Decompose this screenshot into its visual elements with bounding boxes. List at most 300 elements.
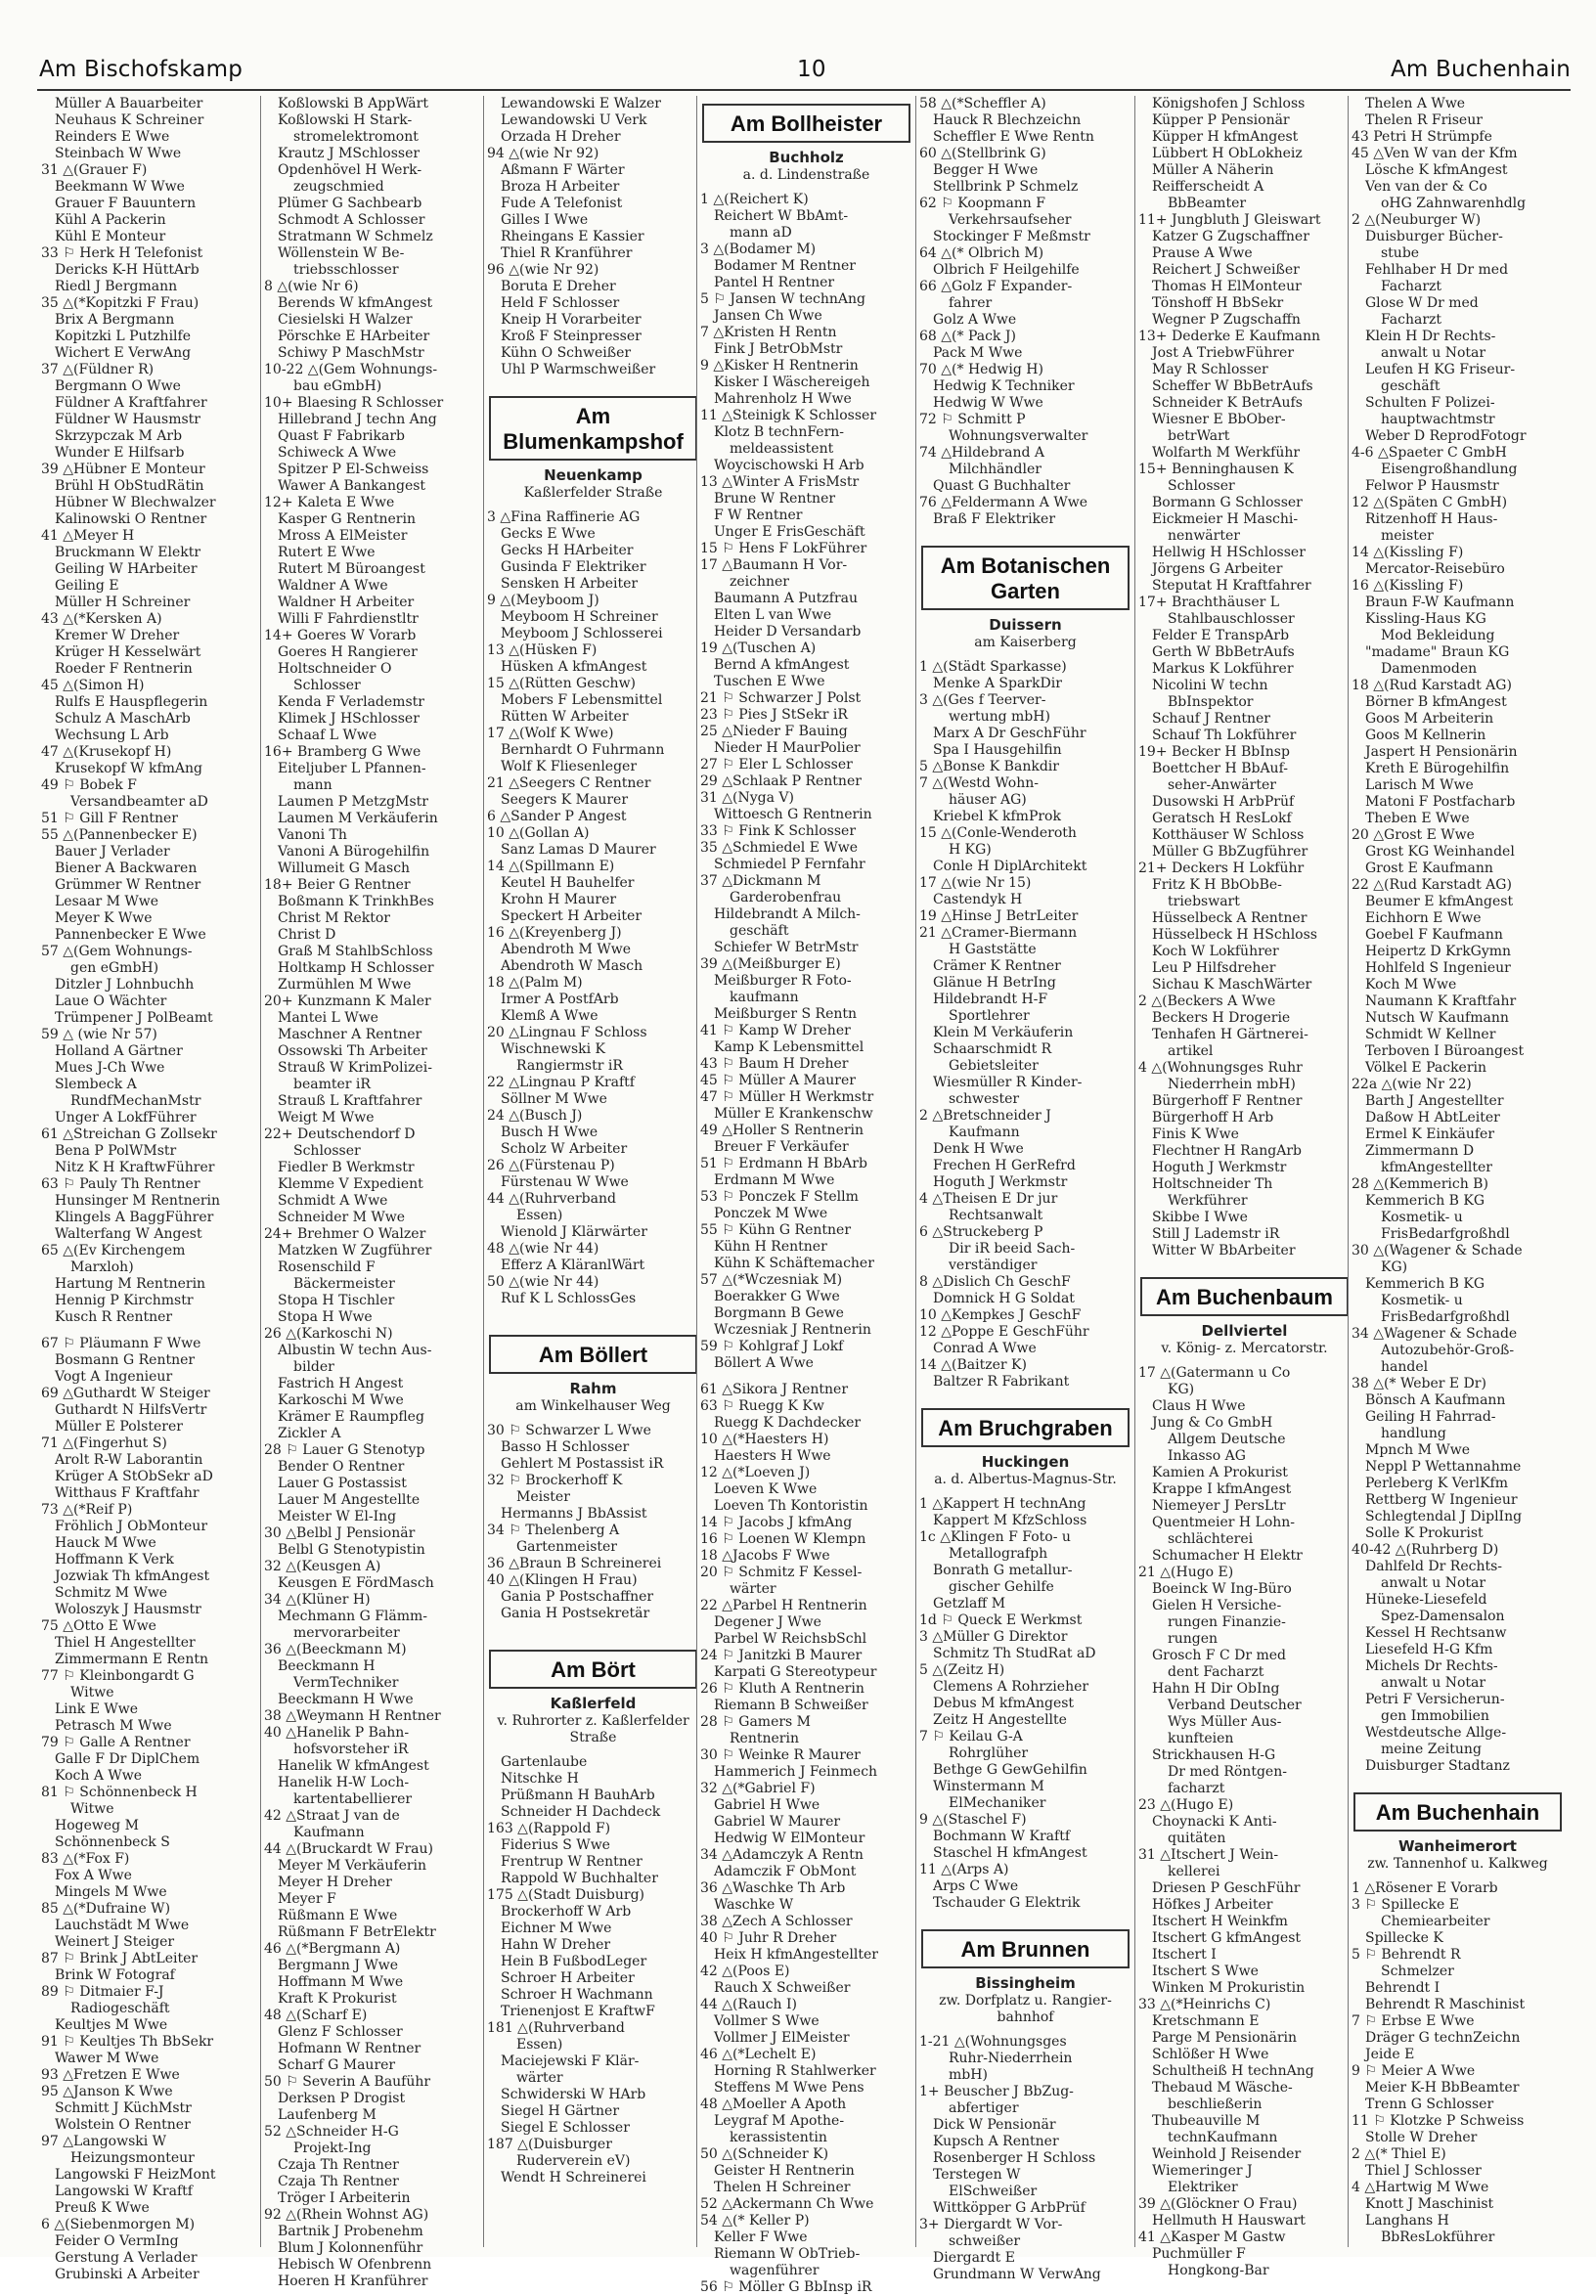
resident-entry: Heizungsmonteur xyxy=(70,2150,195,2166)
house-number-entry: 26 △(Karkoschi N) xyxy=(264,1326,393,1342)
resident-entry: Hellwig H HSchlosser xyxy=(1152,545,1306,560)
house-number-entry: 71 △(Fingerhut S) xyxy=(41,1435,167,1451)
resident-entry: Gecks E Wwe xyxy=(501,526,596,542)
resident-entry: Grundmann W VerwAng xyxy=(933,2267,1101,2282)
resident-entry: Arolt R-W Laborantin xyxy=(55,1452,203,1468)
resident-entry: Dusowski H ArbPrüf xyxy=(1152,794,1295,810)
resident-entry: Hofmann W Rentner xyxy=(278,2041,421,2056)
resident-entry: Grost E Kaufmann xyxy=(1365,861,1493,876)
resident-entry: Ermel K Einkäufer xyxy=(1365,1126,1495,1142)
resident-entry: Langowski W Kraftf xyxy=(55,2184,193,2199)
resident-entry: Basso H Schlosser xyxy=(501,1439,630,1455)
resident-entry: Hauck M Wwe xyxy=(55,1535,156,1551)
resident-entry: Bernhardt O Fuhrmann xyxy=(501,742,665,758)
house-number-entry: 30 ⚐ Schwarzer L Wwe xyxy=(487,1423,651,1438)
house-number-entry: 12 △Poppe E GeschFühr xyxy=(919,1324,1089,1340)
house-number-entry: 14 △(Baitzer K) xyxy=(919,1357,1027,1373)
house-number-entry: 93 △Fretzen E Wwe xyxy=(41,2067,180,2083)
house-number-entry: 3 △Fina Raffinerie AG xyxy=(487,509,641,525)
resident-entry: triebsschlosser xyxy=(293,262,399,278)
resident-entry: Gania H Postsekretär xyxy=(501,1606,650,1621)
resident-entry: Thelen H Schreiner xyxy=(714,2180,851,2195)
resident-entry: Belbl G Stenotypistin xyxy=(278,1542,425,1558)
house-number-entry: 19+ Becker H BbInsp xyxy=(1138,744,1290,760)
resident-entry: Vollmer J ElMeister xyxy=(714,2030,850,2046)
resident-entry: Hebisch W Ofenbrenn xyxy=(278,2257,432,2273)
resident-entry: Kamp K Lebensmittel xyxy=(714,1039,864,1055)
resident-entry: BbResLokführer xyxy=(1381,2230,1495,2245)
resident-entry: Schauf Th Lokführer xyxy=(1152,728,1297,743)
house-number-entry: 22a △(wie Nr 22) xyxy=(1352,1077,1472,1092)
resident-entry: Goeres H Rangierer xyxy=(278,644,418,660)
resident-entry: Lauchstädt M Wwe xyxy=(55,1918,190,1933)
district-subheading: Bissingheim xyxy=(975,1974,1076,1992)
house-number-entry: 57 △(Gem Wohnungs- xyxy=(41,944,193,959)
resident-entry: Ruhr-Niederrhein xyxy=(949,2051,1073,2066)
resident-entry: Lauer G Postassist xyxy=(278,1476,407,1491)
district-subheading: zw. Dorfplatz u. Rangier-bahnhof xyxy=(939,1993,1112,2025)
column-4 xyxy=(700,96,912,2295)
house-number-entry: 44 △(Bruckardt W Frau) xyxy=(264,1841,433,1857)
resident-entry: Tuschen E Wwe xyxy=(714,674,825,689)
resident-entry: Meister xyxy=(516,1489,570,1505)
resident-entry: Ciesielski H Walzer xyxy=(278,312,413,328)
house-number-entry: 43 Petri H Strümpfe xyxy=(1352,129,1492,145)
resident-entry: schweißer xyxy=(949,2233,1021,2249)
resident-entry: Tschauder G Elektrik xyxy=(933,1895,1081,1911)
resident-entry: Schwiderski W HArb xyxy=(501,2087,646,2102)
house-number-entry: 50 ⚐ Severin A Bauführ xyxy=(264,2074,431,2090)
resident-entry: Klingels A BaggFührer xyxy=(55,1210,214,1225)
resident-entry: Kisker I Wäschereigeh xyxy=(714,375,870,390)
house-number-entry: 22 △Parbel H Rentnerin xyxy=(700,1598,867,1613)
resident-entry: Rütten W Arbeiter xyxy=(501,709,629,725)
house-number-entry: 30 ⚐ Weinke R Maurer xyxy=(700,1747,861,1763)
resident-entry: Lewandowski U Verk xyxy=(501,112,647,128)
resident-entry: Wiemeringer J xyxy=(1152,2163,1253,2179)
house-number-entry: 16+ Bramberg G Wwe xyxy=(264,744,421,760)
resident-entry: Keller F Wwe xyxy=(714,2230,808,2245)
resident-entry: Gielen H Versiche- xyxy=(1152,1598,1282,1613)
resident-entry: Klimek J HSchlosser xyxy=(278,711,420,727)
resident-entry: Füldner A Kraftfahrer xyxy=(55,395,207,411)
resident-entry: Adamczik F ObMont xyxy=(714,1864,857,1879)
house-number-entry: 52 △Schneider H-G xyxy=(264,2124,399,2140)
house-number-entry: 58 △(*Scheffler A) xyxy=(919,96,1046,111)
resident-entry: Meyer H Dreher xyxy=(278,1875,392,1890)
resident-entry: Pannenbecker E Wwe xyxy=(55,927,206,943)
resident-entry: Schauf J Rentner xyxy=(1152,711,1270,727)
resident-entry: H KG) xyxy=(949,842,992,858)
house-number-entry: 20+ Kunzmann K Maler xyxy=(264,993,431,1009)
resident-entry: Wechsung L Arb xyxy=(55,728,169,743)
resident-entry: Lesaar M Wwe xyxy=(55,894,159,909)
house-number-entry: 14 ⚐ Jacobs J kfmAng xyxy=(700,1515,853,1530)
column-divider xyxy=(696,96,697,2247)
house-number-entry: 85 △(*Dufraine W) xyxy=(41,1901,171,1917)
resident-entry: Naumann K Kraftfahr xyxy=(1365,993,1517,1009)
resident-entry: Loeven Th Kontoristin xyxy=(714,1498,868,1514)
resident-entry: Müller G BbZugführer xyxy=(1152,844,1308,860)
house-number-entry: 5 △(Zeitz H) xyxy=(919,1662,1005,1678)
resident-entry: Parbel W ReichsbSchl xyxy=(714,1631,867,1647)
house-number-entry: 61 △Streichan G Zollsekr xyxy=(41,1126,217,1142)
resident-entry: Hüneke-Liesefeld xyxy=(1365,1592,1487,1608)
spacer xyxy=(700,1372,912,1382)
resident-entry: Facharzt xyxy=(1381,279,1442,294)
resident-entry: Goos M Kellnerin xyxy=(1365,728,1486,743)
resident-entry: Zimmermann D xyxy=(1365,1143,1475,1159)
resident-entry: Held F Schlosser xyxy=(501,295,620,311)
resident-entry: Schmiedel P Fernfahr xyxy=(714,857,865,872)
resident-entry: Mobers F Lebensmittel xyxy=(501,692,663,708)
resident-entry: Wohnungsverwalter xyxy=(949,428,1088,444)
resident-entry: Daßow H AbtLeiter xyxy=(1365,1110,1500,1126)
resident-entry: Lauer M Angestellte xyxy=(278,1492,421,1508)
resident-entry: Uhl P Warmschweißer xyxy=(501,362,656,377)
resident-entry: Schmodt A Schlosser xyxy=(278,212,425,228)
resident-entry: abfertiger xyxy=(949,2100,1019,2116)
resident-entry: Reichert J Schweißer xyxy=(1152,262,1300,278)
resident-entry: Strickhausen H-G xyxy=(1152,1747,1276,1763)
resident-entry: Stopa H Tischler xyxy=(278,1293,395,1308)
house-number-entry: 11+ Jungbluth J Gleiswart xyxy=(1138,212,1321,228)
house-number-entry: 24+ Brehmer O Walzer xyxy=(264,1226,426,1242)
resident-entry: Hanelik W kfmAngest xyxy=(278,1758,429,1774)
resident-entry: Meyer F xyxy=(278,1891,336,1907)
resident-entry: Denk H Wwe xyxy=(933,1141,1024,1157)
resident-entry: Meier K-H BbBeamter xyxy=(1365,2080,1520,2096)
resident-entry: Gabriel W Maurer xyxy=(714,1814,841,1830)
house-number-entry: 1-21 △(Wohnungsges xyxy=(919,2034,1067,2050)
resident-entry: Fiderius S Wwe xyxy=(501,1837,610,1853)
house-number-entry: 37 △(Füldner R) xyxy=(41,362,155,377)
resident-entry: Ruegg K Dachdecker xyxy=(714,1415,862,1431)
resident-entry: Dräger G technZeichn xyxy=(1365,2030,1521,2046)
resident-entry: Wiesmüller R Kinder- xyxy=(933,1075,1083,1090)
resident-entry: Preuß K Wwe xyxy=(55,2200,150,2216)
resident-entry: Ruderverein eV) xyxy=(516,2153,631,2169)
resident-entry: mbH) xyxy=(949,2067,988,2083)
resident-entry: Mross A ElMeister xyxy=(278,528,408,544)
resident-entry: Klein H Dr Rechts- xyxy=(1365,329,1496,344)
resident-entry: Siegel H Gärtner xyxy=(501,2103,620,2119)
house-number-entry: 39 △Hübner E Monteur xyxy=(41,462,205,477)
resident-entry: Jozwiak Th kfmAngest xyxy=(55,1568,210,1584)
house-number-entry: 59 △ (wie Nr 57) xyxy=(41,1027,157,1042)
resident-entry: Witter W BbArbeiter xyxy=(1152,1243,1296,1258)
resident-entry: dent Facharzt xyxy=(1168,1664,1264,1680)
resident-entry: Steputat H Kraftfahrer xyxy=(1152,578,1311,594)
resident-entry: Wittköpper G ArbPrüf xyxy=(933,2200,1086,2216)
resident-entry: Hoeren H Kranführer xyxy=(278,2274,428,2289)
resident-entry: Rosenschild F xyxy=(278,1259,376,1275)
resident-entry: Lübbert H ObLokheiz xyxy=(1152,146,1303,161)
resident-entry: Königshofen J Schloss xyxy=(1152,96,1306,111)
resident-entry: Strauß L Kraftfahrer xyxy=(278,1093,422,1109)
resident-entry: Mpnch M Wwe xyxy=(1365,1442,1471,1458)
house-number-entry: 79 ⚐ Galle A Rentner xyxy=(41,1735,191,1750)
resident-entry: Grubinski A Arbeiter xyxy=(55,2267,200,2282)
house-number-entry: 32 △(*Gabriel F) xyxy=(700,1781,816,1796)
house-number-entry: 7 △(Westd Wohn- xyxy=(919,775,1039,791)
resident-entry: Jaspert H Pensionärin xyxy=(1365,744,1518,760)
resident-entry: Degener J Wwe xyxy=(714,1614,821,1630)
resident-entry: stromelektromont xyxy=(293,129,419,145)
resident-entry: Borgmann B Gewe xyxy=(714,1305,844,1321)
resident-entry: Brune W Rentner xyxy=(714,491,836,507)
resident-entry: Reifferscheidt A xyxy=(1152,179,1264,195)
house-number-entry: 45 ⚐ Müller A Maurer xyxy=(700,1073,856,1088)
resident-entry: Prüßmann H BauhArb xyxy=(501,1788,655,1803)
house-number-entry: 52 △Ackermann Ch Wwe xyxy=(700,2196,874,2212)
resident-entry: KG) xyxy=(1168,1382,1195,1397)
house-number-entry: 175 △(Stadt Duisburg) xyxy=(487,1887,644,1903)
resident-entry: Dick W Pensionär xyxy=(933,2117,1056,2133)
resident-entry: Rulfs E Hauspflegerin xyxy=(55,694,208,710)
resident-entry: Kotthäuser W Schloss xyxy=(1152,827,1305,843)
resident-entry: Krautz J MSchlosser xyxy=(278,146,421,161)
resident-entry: Heider D Versandarb xyxy=(714,624,862,640)
house-number-entry: 29 △Schlaak P Rentner xyxy=(700,773,862,789)
resident-entry: anwalt u Notar xyxy=(1381,1575,1486,1591)
street-heading: Am Brunnen xyxy=(921,1929,1130,1968)
resident-entry: Berends W kfmAngest xyxy=(278,295,433,311)
resident-entry: Heipertz D KrkGymn xyxy=(1365,944,1512,959)
resident-entry: Blum J Kolonnenführ xyxy=(278,2240,423,2256)
resident-entry: Westdeutsche Allge- xyxy=(1365,1725,1507,1741)
resident-entry: meister xyxy=(1381,528,1434,544)
resident-entry: Prause A Wwe xyxy=(1152,245,1253,261)
house-number-entry: 40 △(Klingen H Frau) xyxy=(487,1572,638,1588)
house-number-entry: 11 △Steinigk K Schlosser xyxy=(700,408,877,423)
resident-entry: Abendroth W Masch xyxy=(501,958,643,974)
resident-entry: Langhans H xyxy=(1365,2213,1449,2229)
resident-entry: May R Schlosser xyxy=(1152,362,1268,377)
resident-entry: Waldner A Wwe xyxy=(278,578,388,594)
house-number-entry: 5 ⚐ Behrendt R xyxy=(1352,1947,1461,1963)
resident-entry: Stahlbauschlosser xyxy=(1168,611,1295,627)
resident-entry: Schlosser xyxy=(293,1143,361,1159)
resident-entry: Krohn H Maurer xyxy=(501,892,617,907)
resident-entry: Garderobenfrau xyxy=(730,890,842,905)
resident-entry: Hedwig W ElMonteur xyxy=(714,1831,865,1846)
resident-entry: Leufen H KG Friseur- xyxy=(1365,362,1516,377)
resident-entry: Hellmuth H Hauswart xyxy=(1152,2213,1306,2229)
resident-entry: Rüßmann E Wwe xyxy=(278,1908,398,1923)
resident-entry: Riemann B Schweißer xyxy=(714,1698,868,1713)
resident-entry: bilder xyxy=(293,1359,334,1375)
resident-entry: Boßmann K TrinkhBes xyxy=(278,894,434,909)
resident-entry: Haesters H Wwe xyxy=(714,1448,831,1464)
resident-entry: Michels Dr Rechts- xyxy=(1365,1658,1498,1674)
resident-entry: Krüger A StObSekr aD xyxy=(55,1469,213,1484)
resident-entry: Kemmerich B KG xyxy=(1365,1276,1485,1292)
resident-entry: Nitschke H xyxy=(501,1771,579,1787)
house-number-entry: 59 ⚐ Kohlgraf J Lokf xyxy=(700,1339,844,1354)
house-number-entry: 51 ⚐ Erdmann H BbArb xyxy=(700,1156,867,1171)
resident-entry: Golz A Wwe xyxy=(933,312,1017,328)
resident-entry: geschäft xyxy=(730,923,789,939)
resident-entry: facharzt xyxy=(1168,1781,1225,1796)
house-number-entry: 23 ⚐ Pies J StSekr iR xyxy=(700,707,848,723)
resident-entry: Fink J BetrObMstr xyxy=(714,341,843,357)
resident-entry: Quentmeier H Lohn- xyxy=(1152,1515,1296,1530)
house-number-entry: 2 △(Neuburger W) xyxy=(1352,212,1482,228)
house-number-entry: 20 △Lingnau F Schloss xyxy=(487,1025,647,1040)
house-number-entry: 50 △(Schneider K) xyxy=(700,2146,829,2162)
resident-entry: Fritz K H BbObBe- xyxy=(1152,877,1282,893)
house-number-entry: 15 △(Conle-Wenderoth xyxy=(919,825,1077,841)
resident-entry: Fastrich H Angest xyxy=(278,1376,404,1391)
resident-entry: Kühn O Schweißer xyxy=(501,345,632,361)
resident-entry: Mantei L Wwe xyxy=(278,1010,378,1026)
house-number-entry: 53 ⚐ Ponczek F Stellm xyxy=(700,1189,859,1205)
resident-entry: Winken M Prokuristin xyxy=(1152,1980,1306,1996)
resident-entry: gen Immobilien xyxy=(1381,1708,1489,1724)
resident-entry: Kühl E Monteur xyxy=(55,229,166,244)
resident-entry: Stockinger F Meßmstr xyxy=(933,229,1090,244)
resident-entry: Glenz F Schlosser xyxy=(278,2024,403,2040)
spacer xyxy=(919,528,1131,538)
resident-entry: Bena P PolWMstr xyxy=(55,1143,177,1159)
resident-entry: Maciejewski F Klär- xyxy=(501,2053,640,2069)
house-number-entry: 31 △(Grauer F) xyxy=(41,162,148,178)
resident-entry: Slembeck A xyxy=(55,1077,137,1092)
resident-entry: Meyer K Wwe xyxy=(55,910,153,926)
house-number-entry: 39 △(Glöckner O Frau) xyxy=(1138,2196,1298,2212)
resident-entry: Willumeit G Masch xyxy=(278,861,411,876)
district-subheading: v. Ruhrorter z. Kaßlerfelder Straße xyxy=(497,1713,689,1745)
resident-entry: Woycischowski H Arb xyxy=(714,458,864,473)
resident-entry: Bosmann G Rentner xyxy=(55,1352,196,1368)
house-number-entry: 14+ Goeres W Vorarb xyxy=(264,628,417,643)
resident-entry: Riedl J Bergmann xyxy=(55,279,178,294)
house-number-entry: 16 △(Kreyenberg J) xyxy=(487,925,622,941)
resident-entry: Loeven K Wwe xyxy=(714,1481,818,1497)
resident-entry: Müller H Schreiner xyxy=(55,595,191,610)
house-number-entry: 9 △(Staschel F) xyxy=(919,1812,1027,1828)
resident-entry: Boerakker G Wwe xyxy=(714,1289,840,1304)
house-number-entry: 12+ Kaleta E Wwe xyxy=(264,495,395,510)
house-number-entry: 1 △Kappert H technAng xyxy=(919,1496,1086,1512)
resident-entry: Klemß A Wwe xyxy=(501,1008,598,1024)
house-number-entry: 33 ⚐ Herk H Telefonist xyxy=(41,245,203,261)
resident-entry: Kasper G Rentnerin xyxy=(278,511,416,527)
resident-entry: Mues J-Ch Wwe xyxy=(55,1060,165,1076)
house-number-entry: 7 ⚐ Erbse E Wwe xyxy=(1352,2013,1475,2029)
resident-entry: Beekmann W Wwe xyxy=(55,179,185,195)
house-number-entry: 36 △Braun B Schreinerei xyxy=(487,1556,662,1571)
house-number-entry: 60 △(Stellbrink G) xyxy=(919,146,1046,161)
resident-entry: Thiel R Kranführer xyxy=(501,245,633,261)
house-number-entry: 1 △(Reichert K) xyxy=(700,192,809,207)
house-number-entry: 64 △(* Olbrich M) xyxy=(919,245,1044,261)
resident-entry: Sichau K MaschWärter xyxy=(1152,977,1312,993)
house-number-entry: 96 △(wie Nr 92) xyxy=(487,262,599,278)
house-number-entry: 12 △(Späten C GmbH) xyxy=(1352,495,1508,510)
house-number-entry: 89 ⚐ Ditmaier F-J xyxy=(41,1984,164,2000)
resident-entry: anwalt u Notar xyxy=(1381,1675,1486,1691)
house-number-entry: 1d ⚐ Queck E Werkmst xyxy=(919,1612,1083,1628)
resident-entry: Conrad A Wwe xyxy=(933,1341,1037,1356)
house-number-entry: 3 △(Bodamer M) xyxy=(700,242,817,257)
house-number-entry: 34 △Adamczyk A Rentn xyxy=(700,1847,864,1863)
house-number-entry: 47 ⚐ Müller H Werkmstr xyxy=(700,1089,874,1105)
house-number-entry: 41 △Kasper M Gastw xyxy=(1138,2230,1286,2245)
resident-entry: Behrendt I xyxy=(1365,1980,1441,1996)
resident-entry: Kremer W Dreher xyxy=(55,628,180,643)
resident-entry: Grost KG Weinhandel xyxy=(1365,844,1515,860)
resident-entry: Zimmermann E Rentn xyxy=(55,1652,208,1667)
resident-entry: Hahn H Dir ObIng xyxy=(1152,1681,1280,1697)
house-number-entry: 39 △(Meißburger E) xyxy=(700,956,841,972)
resident-entry: Beckers H Drogerie xyxy=(1152,1010,1291,1026)
house-number-entry: 7 ⚐ Keilau G-A xyxy=(919,1729,1023,1744)
resident-entry: Erdmann M Wwe xyxy=(714,1172,835,1188)
resident-entry: Rutert M Büroangest xyxy=(278,561,425,577)
house-number-entry: 23 △(Hugo E) xyxy=(1138,1797,1234,1813)
resident-entry: Beeckmann H Wwe xyxy=(278,1692,414,1707)
resident-entry: Kamien A Prokurist xyxy=(1152,1465,1288,1480)
resident-entry: Baumann A Putzfrau xyxy=(714,591,858,606)
house-number-entry: 57 △(*Wczesniak M) xyxy=(700,1272,843,1288)
resident-entry: Dr med Röntgen- xyxy=(1168,1764,1287,1780)
spacer xyxy=(487,1307,699,1317)
resident-entry: Tenhafen H Gärtnerei- xyxy=(1152,1027,1308,1042)
street-heading: Am Bört xyxy=(489,1650,697,1689)
resident-entry: Geratsch H ResLokf xyxy=(1152,811,1292,826)
resident-entry: Völkel E Packerin xyxy=(1365,1060,1487,1076)
resident-entry: Keutel H Bauhelfer xyxy=(501,875,635,891)
resident-entry: Hohlfeld S Ingenieur xyxy=(1365,960,1511,976)
house-number-entry: 28 △(Kemmerich B) xyxy=(1352,1176,1488,1192)
house-number-entry: 9 ⚐ Meier A Wwe xyxy=(1352,2063,1476,2079)
resident-entry: Eiteljuber L Pfannen- xyxy=(278,761,426,776)
resident-entry: Geiling H Fahrrad- xyxy=(1365,1409,1496,1425)
house-number-entry: 1 △Rösener E Vorarb xyxy=(1352,1880,1498,1896)
resident-entry: Hongkong-Bar xyxy=(1168,2263,1269,2278)
house-number-entry: 65 △(Ev Kirchengem xyxy=(41,1243,186,1258)
resident-entry: Hübner W Blechwalzer xyxy=(55,495,216,510)
resident-entry: Meyboom J Schlosserei xyxy=(501,626,663,641)
resident-entry: Krusekopf W kfmAng xyxy=(55,761,203,776)
house-number-entry: 16 △(Kissling F) xyxy=(1352,578,1464,594)
resident-entry: Jung & Co GmbH xyxy=(1152,1415,1273,1431)
house-number-entry: 37 △Dickmann M xyxy=(700,873,821,889)
resident-entry: rungen xyxy=(1168,1631,1218,1647)
resident-entry: Wawer M Wwe xyxy=(55,2051,159,2066)
resident-entry: technKaufmann xyxy=(1168,2130,1278,2145)
resident-entry: Leu P Hilfsdreher xyxy=(1152,960,1276,976)
resident-entry: Kühn K Schäftemacher xyxy=(714,1256,874,1271)
resident-entry: Rangiermstr iR xyxy=(516,1058,623,1074)
house-number-entry: 10 △(Gollan A) xyxy=(487,825,590,841)
house-number-entry: 42 △(Poos E) xyxy=(700,1964,790,1979)
resident-entry: Fox A Wwe xyxy=(55,1868,132,1883)
house-number-entry: 19 △(Tuschen A) xyxy=(700,640,817,656)
resident-entry: BbBeamter xyxy=(1168,196,1247,211)
house-number-entry: 45 △(Simon H) xyxy=(41,678,145,693)
house-number-entry: 91 ⚐ Keultjes Th BbSekr xyxy=(41,2034,214,2050)
resident-entry: Sportlehrer xyxy=(949,1008,1030,1024)
resident-entry: Klemme V Expedient xyxy=(278,1176,423,1192)
resident-entry: Keusgen E FördMasch xyxy=(278,1575,434,1591)
resident-entry: Gehlert M Postassist iR xyxy=(501,1456,664,1472)
resident-entry: Katzer G Zugschaffner xyxy=(1152,229,1309,244)
house-number-entry: 18+ Beier G Rentner xyxy=(264,877,411,893)
resident-entry: Projekt-Ing xyxy=(293,2141,372,2156)
